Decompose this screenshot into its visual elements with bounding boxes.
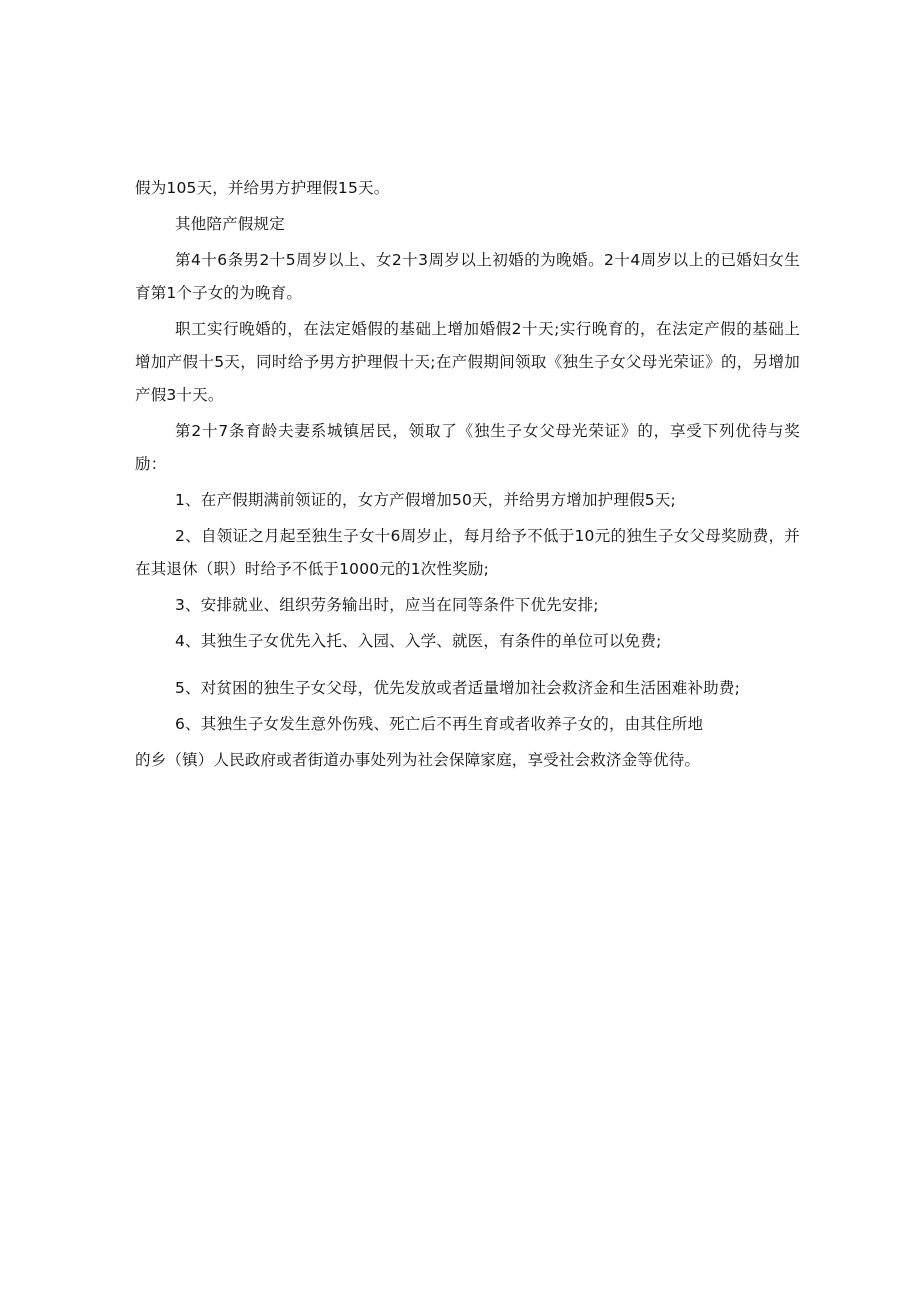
paragraph-article-27: 第2十7条育龄夫妻系城镇居民，领取了《独生子女父母光荣证》的，享受下列优待与奖励： bbox=[135, 422, 800, 473]
paragraph-maternity-continuation: 假为105天，并给男方护理假15天。 bbox=[135, 179, 390, 197]
section-heading: 其他陪产假规定 bbox=[175, 215, 285, 233]
list-item-3: 3、安排就业、组织劳务输出时，应当在同等条件下优先安排; bbox=[175, 596, 599, 614]
document-body bbox=[135, 172, 800, 780]
list-item-6-continuation: 的乡（镇）人民政府或者街道办事处列为社会保障家庭，享受社会救济金等优待。 bbox=[135, 751, 701, 769]
list-item-5: 5、对贫困的独生子女父母，优先发放或者适量增加社会救济金和生活困难补助费; bbox=[175, 679, 740, 697]
list-item-4: 4、其独生子女优先入托、入园、入学、就医，有条件的单位可以免费; bbox=[175, 632, 662, 650]
list-item-6: 6、其独生子女发生意外伤残、死亡后不再生育或者收养子女的，由其住所地 bbox=[175, 715, 704, 733]
paragraph-late-marriage-leave: 职工实行晚婚的，在法定婚假的基础上增加婚假2十天;实行晚育的，在法定产假的基础上增加产假十5天，同时给予男方护理假十天;在产假期间领取《独生子女父母光荣证》的，另增加产假3十天。 bbox=[135, 320, 800, 404]
list-item-2: 2、自领证之月起至独生子女十6周岁止，每月给予不低于10元的独生子女父母奖励费，并在其退休（职）时给予不低于1000元的1次性奖励; bbox=[135, 527, 800, 578]
paragraph-article-46: 第4十6条男2十5周岁以上、女2十3周岁以上初婚的为晚婚。2十4周岁以上的已婚妇女生育第1个子女的为晚育。 bbox=[135, 251, 800, 302]
list-item-1: 1、在产假期满前领证的，女方产假增加50天，并给男方增加护理假5天; bbox=[175, 491, 676, 509]
